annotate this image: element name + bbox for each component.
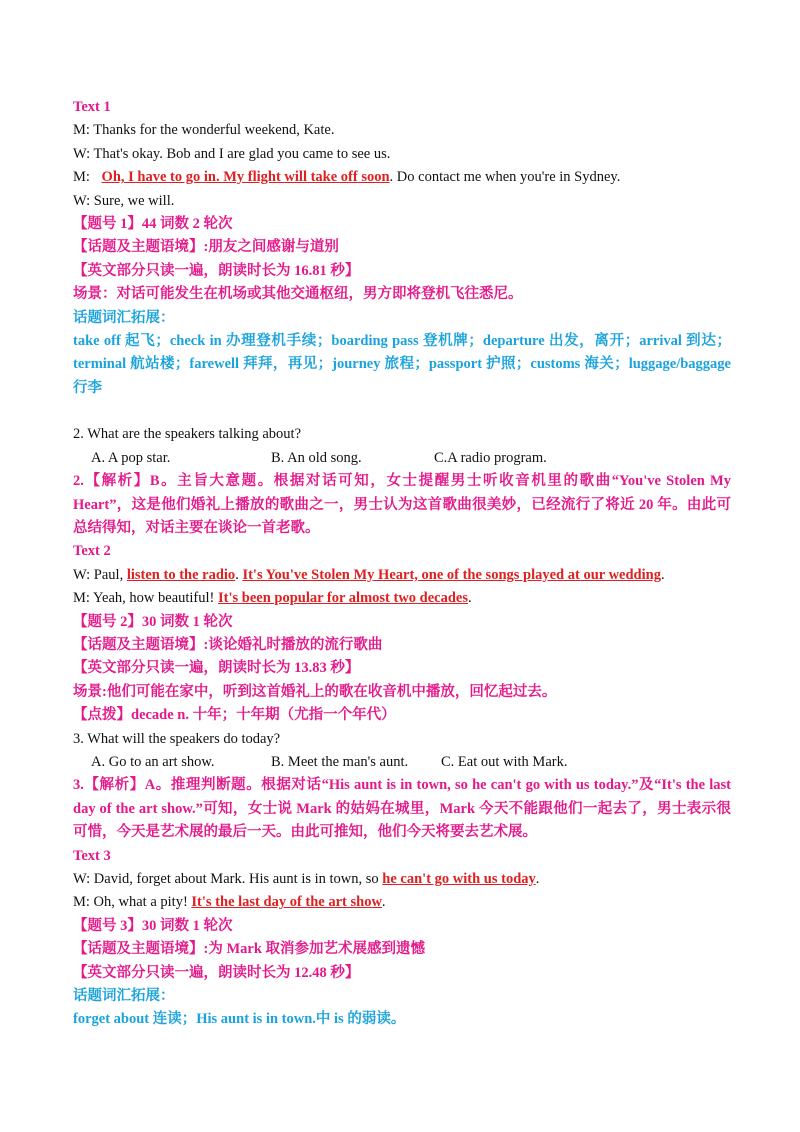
text3-tag-topic: 【话题及主题语境】:为 Mark 取消参加艺术展感到遗憾: [73, 941, 426, 958]
text3-line-2: [73, 891, 731, 914]
q3-question: 3. What will the speakers do today?: [73, 730, 281, 747]
text1-line-3-suffix: . Do contact me when you're in Sydney.: [389, 169, 621, 186]
spacer: [73, 400, 731, 423]
text1-line-2: W: That's okay. Bob and I are glad you came to see us.: [73, 145, 391, 162]
text2-line-1: [73, 564, 731, 587]
q2-analysis: 2.【解析】B。主旨大意题。根据对话可知，女士提醒男士听收音机里的歌曲“You've Stolen My Heart”，这是他们婚礼上播放的歌曲之一，男士认为这首歌曲很美妙，已经流行了将近 20 年。由此可总结得知，对话主要在谈论一首老歌。: [73, 473, 731, 536]
text3-key-phrase-2: It's the last day of the art show: [191, 894, 382, 911]
text3-vocab-title: 话题词汇拓展：: [73, 988, 175, 1005]
text2-line-2: [73, 587, 731, 610]
q3-option-a: A. Go to an art show.: [91, 753, 215, 770]
text2-scene: 场景:他们可能在家中，听到这首婚礼上的歌在收音机中播放，回忆起过去。: [73, 683, 557, 700]
text3-key-phrase-1: he can't go with us today: [382, 871, 536, 887]
text2-line-1-prefix: W: Paul,: [73, 566, 127, 583]
q2-option-b: B. An old song.: [271, 449, 362, 466]
text2-line-1-mid: .: [235, 566, 243, 583]
text1-tag-number: 【题号 1】44 词数 2 轮次: [73, 216, 233, 233]
text1-scene: 场景：对话可能发生在机场或其他交通枢纽，男方即将登机飞往悉尼。: [73, 286, 523, 303]
text2-key-phrase-1: listen to the radio: [126, 566, 236, 583]
text3-line-1-suffix: .: [535, 871, 540, 887]
text1-heading: Text 1: [73, 99, 111, 115]
q2-options: [73, 447, 731, 470]
q2-option-a: A. A pop star.: [91, 449, 171, 466]
text1-key-sentence: Oh, I have to go in. My flight will take off soon: [101, 169, 390, 186]
text2-heading: Text 2: [73, 543, 111, 560]
q2-question: 2. What are the speakers talking about?: [73, 426, 302, 443]
text3-tag-number: 【题号 3】30 词数 1 轮次: [73, 917, 233, 934]
text1-tag-topic: 【话题及主题语境】:朋友之间感谢与道别: [73, 239, 339, 256]
text1-tag-duration: 【英文部分只读一遍，朗读时长为 16.81 秒】: [73, 262, 360, 279]
text2-key-phrase-3: It's been popular for almost two decades: [218, 590, 468, 607]
text2-line-1-suffix: .: [660, 566, 665, 583]
text1-vocab-title: 话题词汇拓展：: [73, 309, 175, 326]
q3-option-b: B. Meet the man's aunt.: [271, 753, 409, 770]
text3-tag-duration: 【英文部分只读一遍，朗读时长为 12.48 秒】: [73, 964, 360, 981]
text3-line-2-prefix: M: Oh, what a pity!: [73, 894, 192, 911]
text2-line-2-suffix: .: [468, 590, 472, 607]
text1-vocab: take off 起飞；check in 办理登机手续；boarding pass 登机牌；departure 出发，离开；arrival 到达；terminal 航站楼；farewell 拜拜，再见；journey 旅程；passport 护照；customs 海关；luggage/baggage 行李: [73, 333, 731, 396]
text2-line-2-mid: how beautiful!: [129, 590, 218, 607]
text1-line-3-prefix: M:: [73, 169, 94, 186]
text2-key-phrase-2: It's You've Stolen My Heart, one of the songs played at our wedding: [242, 566, 661, 583]
q3-options: [73, 751, 731, 774]
q3-analysis: 3.【解析】A。推理判断题。根据对话“His aunt is in town, so he can't go with us today.”及“It's the last day of the art show.”可知，女士说 Mark 的姑妈在城里，Mark 今天不能跟他们一起去了，男士表示很可惜，今天是艺术展的最后一天。由此可推知，他们今天将要去艺术展。: [73, 777, 731, 841]
text3-vocab: forget about 连读；His aunt is in town.中 is 的弱读。: [73, 1011, 406, 1028]
q3-option-c: C. Eat out with Mark.: [441, 753, 568, 770]
document-page: [73, 96, 731, 1032]
text3-line-1-prefix: W: David, forget about Mark. His aunt is in town, so: [73, 871, 383, 887]
text3-line-2-suffix: .: [381, 894, 386, 911]
text2-line-2-prefix: M: Yeah,: [73, 590, 130, 607]
text2-tag-topic: 【话题及主题语境】:谈论婚礼时播放的流行歌曲: [73, 636, 383, 653]
text2-tip: 【点拨】decade n. 十年；十年期（尤指一个年代）: [73, 707, 396, 724]
text1-line-1: M: Thanks for the wonderful weekend, Kate.: [73, 122, 335, 139]
text3-line-1: [73, 868, 731, 891]
text3-heading: Text 3: [73, 847, 111, 864]
text2-tag-duration: 【英文部分只读一遍，朗读时长为 13.83 秒】: [73, 660, 360, 677]
text1-line-3: [73, 166, 731, 189]
q2-option-c: C.A radio program.: [434, 449, 547, 466]
text2-tag-number: 【题号 2】30 词数 1 轮次: [73, 613, 233, 630]
text1-line-4: W: Sure, we will.: [73, 192, 175, 209]
